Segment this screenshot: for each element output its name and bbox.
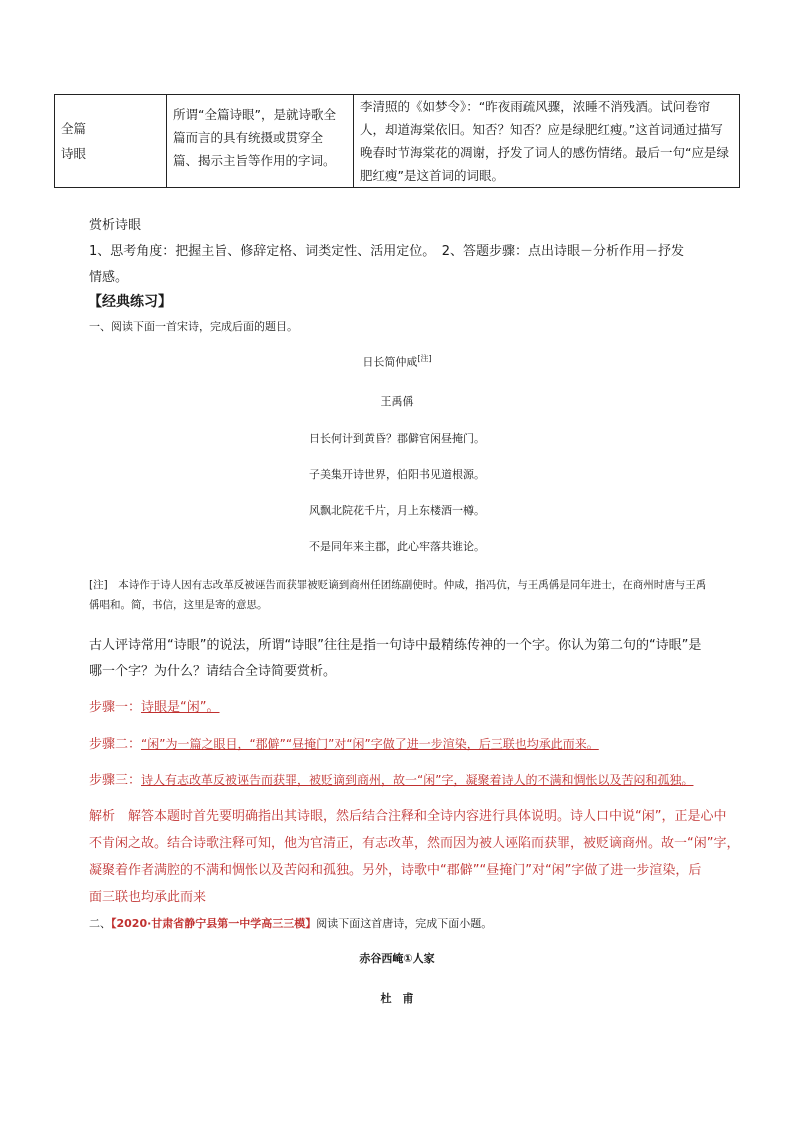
step-3	[89, 767, 693, 794]
poem-1-author: 王禹偁	[380, 395, 414, 408]
question-2-source: 【2020·甘肃省静宁县第一中学高三三模】	[111, 917, 317, 930]
step-2	[89, 731, 599, 758]
poem-1-title-text: 日长简仲咸	[362, 355, 418, 369]
term-text: 全篇 诗眼	[61, 121, 87, 161]
poem-2-title: 赤谷西崦①人家	[359, 952, 435, 965]
poem-1-line: 日长何计到黄昏？郡僻官闲昼掩门。	[309, 432, 485, 445]
poem-2-author: 杜 甫	[380, 992, 414, 1005]
definition-cell	[167, 95, 354, 188]
example-text: 李清照的《如梦令》：“昨夜雨疏风骤，浓睡不消残酒。试问卷帘人，却道海棠依旧。知否？知否？应是绿肥红瘦。”这首词通过描写晚春时节海棠花的凋谢，抒发了词人的感伤情绪。最后一句“应是绿肥红瘦”是这首词的词眼。	[360, 99, 729, 183]
analysis-line: 面三联也均承此而来	[89, 890, 207, 905]
poem-1-line: 风飘北院花千片，月上东楼酒一樽。	[309, 504, 485, 517]
analysis-line: 不肯闲之故。结合诗歌注释可知，他为官清正，有志改革，然而因为被人诬陷而获罪，被贬谪商州。故一“闲”字，	[89, 836, 740, 851]
poem-1-title	[0, 353, 794, 370]
analysis-line: 解析 解答本题时首先要明确指出其诗眼，然后结合注释和全诗内容进行具体说明。诗人口中说“闲”，正是心中	[89, 809, 727, 824]
analysis-line: 凝聚着作者满腔的不满和惆怅以及苦闷和孤独。另外，诗歌中“郡僻”“昼掩门”对“闲”字做了进一步渲染，后	[89, 863, 702, 878]
step-1	[89, 694, 220, 721]
poem-1-note-mark: [注]	[417, 354, 432, 363]
step-3-label: 步骤三：	[89, 773, 142, 788]
question-2-prefix: 二、	[89, 917, 111, 930]
example-cell	[354, 95, 740, 188]
question-2-intro	[89, 912, 492, 935]
step-1-label: 步骤一：	[89, 700, 142, 715]
poem-1-line: 子美集开诗世界，伯阳书见道根源。	[309, 468, 485, 481]
definition-table	[54, 94, 740, 188]
definition-text: 所谓“全篇诗眼”，是就诗歌全篇而言的具有统摄或贯穿全篇、揭示主旨等作用的字词。	[173, 107, 336, 168]
practice-heading: 【经典练习】	[88, 294, 172, 310]
appreciation-title: 赏析诗眼	[89, 218, 142, 233]
poem-1-note: [注] 本诗作于诗人因有志改革反被诬告而获罪被贬谪到商州任团练副使时。仲咸，指冯伉，与王禹偁是同年进士，在商州时唐与王禹偁唱和。简，书信，这里是寄的意思。	[89, 579, 707, 611]
method-line-1: 1、思考角度：把握主旨、修辞定格、词类定性、活用定位。 2、答题步骤：点出诗眼－分析作用－抒发	[89, 244, 685, 259]
question-line-2: 哪一个字？为什么？请结合全诗简要赏析。	[89, 664, 337, 679]
question-1-intro: 一、阅读下面一首宋诗，完成后面的题目。	[89, 320, 298, 333]
poem-1-line: 不是同年来主郡，此心牢落共谁论。	[309, 540, 485, 553]
step-2-text: “闲”为一篇之眼目，“郡僻”“昼掩门”对“闲”字做了进一步渲染，后三联也均承此而来。	[141, 737, 599, 751]
term-cell	[55, 95, 167, 188]
step-3-text: 诗人有志改革反被诬告而获罪，被贬谪到商州，故一“闲”字，凝聚着诗人的不满和惆怅以及苦闷和孤独。	[141, 773, 694, 787]
step-1-text: 诗眼是“闲”。	[141, 700, 220, 715]
question-line-1: 古人评诗常用“诗眼”的说法，所谓“诗眼”往往是指一句诗中最精练传神的一个字。你认为第二句的“诗眼”是	[89, 638, 702, 653]
method-line-2: 情感。	[89, 270, 129, 285]
question-2-suffix: 阅读下面这首唐诗，完成下面小题。	[316, 917, 493, 930]
step-2-label: 步骤二：	[89, 737, 142, 752]
